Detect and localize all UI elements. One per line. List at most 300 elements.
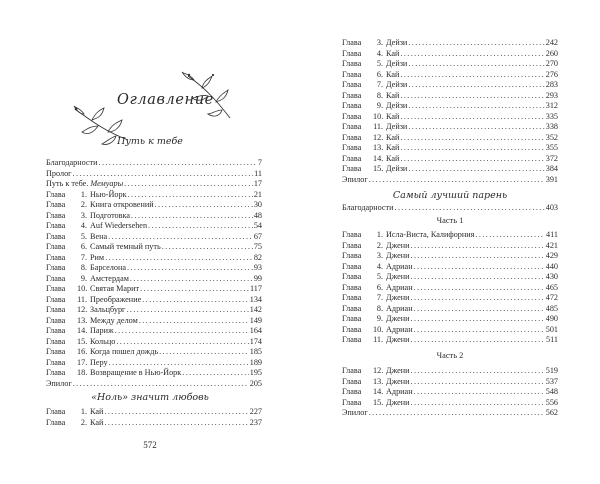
toc-entry <box>46 158 262 169</box>
entry-page-number: 411 <box>546 230 558 239</box>
chapter-number: 3. <box>376 38 383 47</box>
entry-page-number: 21 <box>253 189 262 199</box>
entry-page-number: 440 <box>545 261 558 271</box>
toc-entry-label <box>342 38 407 49</box>
entry-page-number: 519 <box>545 366 558 375</box>
entry-page-number: 372 <box>545 153 558 163</box>
dot-leader <box>159 347 249 358</box>
toc-entry-label <box>46 368 181 379</box>
dot-leader <box>411 272 545 283</box>
entry-title: Благодарности <box>46 158 98 167</box>
entry-title: Барселона <box>90 263 126 272</box>
dot-leader <box>126 305 248 316</box>
chapter-number: 6. <box>80 242 87 251</box>
dot-leader <box>400 154 544 165</box>
chapter-word: Глава <box>46 252 66 262</box>
entry-page-number: 30 <box>253 200 262 209</box>
toc-entry-label <box>46 190 127 201</box>
dot-leader <box>400 49 544 60</box>
toc-entry-label <box>342 49 399 60</box>
chapter-number: 7. <box>376 293 383 302</box>
chapter-word: Глава <box>342 335 362 344</box>
toc-entry <box>46 242 262 253</box>
toc-entry <box>46 200 262 211</box>
toc-entry-label <box>342 203 394 214</box>
toc-entry-label <box>342 230 474 241</box>
toc-entry-label <box>46 295 141 306</box>
chapter-number: 18. <box>77 368 88 377</box>
entry-title: Когда пошел дождь <box>90 347 159 356</box>
toc-entry-label <box>46 337 115 348</box>
toc-entry <box>342 262 558 273</box>
entry-page-number: 164 <box>249 326 262 335</box>
toc-entry <box>46 326 262 337</box>
chapter-number: 5. <box>376 272 383 281</box>
entry-title: Адриан <box>386 303 413 313</box>
entry-page-number: 54 <box>253 221 262 230</box>
entry-page-number: 189 <box>249 357 262 367</box>
dot-leader <box>408 59 544 70</box>
entry-page-number: 548 <box>545 387 558 396</box>
toc-entry-label <box>46 326 114 337</box>
chapter-word: Глава <box>46 368 66 377</box>
entry-title: Дейзи <box>386 59 408 68</box>
entry-title: Зальцбург <box>90 305 126 314</box>
toc-entry <box>342 335 558 346</box>
entry-page-number: 237 <box>249 417 262 427</box>
toc-entry-label <box>46 305 125 316</box>
toc-entry-label <box>342 366 410 377</box>
entry-page-number: 556 <box>545 397 558 407</box>
entry-title: Париж <box>90 326 114 335</box>
dot-leader <box>408 101 544 112</box>
dot-leader <box>130 274 253 285</box>
entry-page-number: 485 <box>545 303 558 313</box>
entry-page-number: 270 <box>545 59 558 68</box>
chapter-number: 17. <box>77 357 88 367</box>
entry-title: Дейзи <box>386 122 408 131</box>
entry-title: Кай <box>386 111 400 121</box>
toc-entry <box>46 211 262 222</box>
entry-page-number: 149 <box>249 315 262 325</box>
dot-leader <box>128 190 253 201</box>
chapter-word: Глава <box>46 242 66 251</box>
chapter-number: 7. <box>376 80 383 89</box>
dot-leader <box>411 314 545 325</box>
toc-entry <box>342 283 558 294</box>
toc-entry-label <box>342 91 399 102</box>
toc-entry-label <box>342 112 399 123</box>
entry-title: Кай <box>386 143 400 152</box>
dot-leader <box>411 377 545 388</box>
toc-list <box>46 407 262 428</box>
toc-entry <box>342 133 558 144</box>
entry-page-number: 537 <box>545 376 558 386</box>
chapter-word: Глава <box>46 294 66 304</box>
chapter-word: Глава <box>342 230 362 239</box>
chapter-word: Глава <box>342 153 362 163</box>
entry-page-number: 260 <box>545 48 558 58</box>
chapter-number: 10. <box>77 284 88 293</box>
dot-leader <box>408 38 544 49</box>
chapter-number: 9. <box>80 273 87 283</box>
chapter-word: Глава <box>342 272 362 281</box>
chapter-word: Глава <box>342 48 362 58</box>
entry-page-number: 11 <box>254 168 262 178</box>
chapter-number: 1. <box>80 407 87 416</box>
chapter-word: Глава <box>342 251 362 260</box>
dot-leader <box>116 337 248 348</box>
toc-entry <box>342 70 558 81</box>
toc-entry <box>342 366 558 377</box>
chapter-number: 4. <box>80 221 87 230</box>
toc-entry-label <box>46 379 72 390</box>
chapter-word: Глава <box>46 326 66 335</box>
dot-leader <box>411 366 545 377</box>
entry-title: Кай <box>386 132 400 142</box>
chapter-word: Глава <box>46 305 66 314</box>
entry-title: Кай <box>386 153 400 163</box>
entry-title: Амстердам <box>90 273 129 283</box>
chapter-number: 15. <box>373 164 384 173</box>
entry-title: Эпилог <box>342 174 368 184</box>
entry-page-number: 335 <box>545 111 558 121</box>
chapter-number: 5. <box>80 231 87 241</box>
entry-page-number: 472 <box>545 293 558 302</box>
toc-entry-label <box>46 242 161 253</box>
section-title: «Ноль» значит любовь <box>91 392 209 403</box>
chapter-word: Глава <box>46 200 66 209</box>
chapter-number: 11. <box>373 335 383 344</box>
chapter-word: Глава <box>342 80 362 89</box>
toc-entry-label <box>342 241 410 252</box>
toc-entry <box>342 408 558 419</box>
chapter-number: 2. <box>80 417 87 427</box>
toc-entry <box>342 91 558 102</box>
dot-leader <box>411 241 545 252</box>
entry-page-number: 293 <box>545 90 558 100</box>
chapter-word: Глава <box>46 210 66 220</box>
toc-entry <box>342 59 558 70</box>
toc-entry <box>46 232 262 243</box>
entry-page-number: 117 <box>250 284 262 293</box>
chapter-number: 12. <box>77 305 88 314</box>
toc-entry <box>342 314 558 325</box>
entry-title: Дейзи <box>386 38 408 47</box>
chapter-number: 10. <box>373 111 384 121</box>
dot-leader <box>400 133 544 144</box>
entry-page-number: 75 <box>253 242 262 251</box>
toc-list <box>342 38 558 185</box>
toc-entry <box>46 169 262 180</box>
chapter-number: 15. <box>77 336 88 346</box>
toc-entry <box>342 241 558 252</box>
entry-page-number: 227 <box>249 407 262 416</box>
chapter-word: Глава <box>46 336 66 346</box>
toc-entry-label <box>342 59 407 70</box>
dot-leader <box>408 80 544 91</box>
chapter-number: 3. <box>376 251 383 260</box>
dot-leader <box>104 407 248 418</box>
toc-entry-label <box>342 122 407 133</box>
dot-leader <box>140 284 249 295</box>
entry-title: Кольцо <box>90 336 116 346</box>
entry-title: Джени <box>386 251 410 260</box>
entry-title: Благодарности <box>342 203 394 212</box>
toc-entry <box>46 274 262 285</box>
dot-leader <box>414 283 545 294</box>
chapter-number: 13. <box>373 143 384 152</box>
dot-leader <box>414 387 545 398</box>
dot-leader <box>400 70 544 81</box>
toc-entry-label <box>46 358 108 369</box>
entry-title: Джени <box>386 376 410 386</box>
entry-page-number: 276 <box>545 69 558 79</box>
toc-entry <box>46 316 262 327</box>
chapter-word: Глава <box>46 407 66 416</box>
part-title: Часть 1 <box>436 216 464 225</box>
chapter-word: Глава <box>342 101 362 110</box>
toc-entry <box>342 80 558 91</box>
entry-title: Эпилог <box>46 378 72 388</box>
entry-page-number: 283 <box>545 80 558 89</box>
dot-leader <box>411 398 545 409</box>
dot-leader <box>115 326 249 337</box>
toc-entry <box>46 418 262 429</box>
toc-entry-label <box>342 325 413 336</box>
dot-leader <box>127 263 253 274</box>
toc-entry-label <box>342 304 413 315</box>
chapter-word: Глава <box>342 397 362 407</box>
entry-title: Перу <box>90 357 108 367</box>
toc-entry <box>342 293 558 304</box>
chapter-word: Глава <box>342 324 362 334</box>
entry-page-number: 205 <box>249 378 262 388</box>
dot-leader <box>148 221 253 232</box>
chapter-number: 1. <box>80 189 87 199</box>
chapter-number: 13. <box>373 376 384 386</box>
chapter-word: Глава <box>46 263 66 272</box>
chapter-word: Глава <box>46 284 66 293</box>
toc-entry-label <box>46 232 107 243</box>
entry-title: Кай <box>386 48 400 58</box>
entry-title-italic: Мемуары <box>90 179 124 188</box>
chapter-number: 4. <box>376 261 383 271</box>
chapter-number: 8. <box>376 90 383 100</box>
entry-title: Адриан <box>386 324 413 334</box>
toc-entry <box>342 38 558 49</box>
dot-leader <box>182 368 248 379</box>
toc-entry <box>46 358 262 369</box>
toc-entry-label <box>342 101 407 112</box>
toc-entry-label <box>46 407 103 418</box>
entry-title: Кай <box>386 90 400 100</box>
entry-page-number: 242 <box>545 38 558 47</box>
entry-page-number: 48 <box>253 210 262 220</box>
toc-entry <box>46 221 262 232</box>
entry-page-number: 99 <box>253 273 262 283</box>
chapter-word: Глава <box>46 221 66 230</box>
toc-list <box>46 158 262 389</box>
chapter-word: Глава <box>342 366 362 375</box>
chapter-number: 2. <box>80 200 87 209</box>
toc-entry <box>46 284 262 295</box>
entry-title: Подготовка <box>90 210 130 220</box>
entry-title: Auf Wiedersehen <box>90 221 148 230</box>
entry-page-number: 7 <box>257 158 262 167</box>
chapter-word: Глава <box>342 293 362 302</box>
entry-title: Джени <box>386 240 410 250</box>
toc-entry <box>342 122 558 133</box>
dot-leader <box>73 379 249 390</box>
dot-leader <box>411 293 545 304</box>
chapter-word: Глава <box>342 132 362 142</box>
entry-page-number: 185 <box>249 347 262 356</box>
toc-entry-label <box>46 316 138 327</box>
toc-entry <box>46 253 262 264</box>
dot-leader <box>369 175 545 186</box>
chapter-word: Глава <box>342 164 362 173</box>
toc-entry-label <box>342 80 407 91</box>
toc-entry-label <box>342 283 413 294</box>
entry-page-number: 430 <box>545 272 558 281</box>
entry-title: Исла-Виста, Калифорния <box>386 230 475 239</box>
entry-title: Джени <box>386 397 410 407</box>
toc-entry-label <box>342 175 368 186</box>
entry-title: Между делом <box>90 315 138 325</box>
toc-list <box>342 203 558 214</box>
toc-entry <box>342 49 558 60</box>
chapter-number: 1. <box>376 230 383 239</box>
chapter-number: 9. <box>376 101 383 110</box>
entry-title: Нью-Йорк <box>90 189 127 199</box>
entry-title: Вена <box>90 231 108 241</box>
toc-entry <box>342 175 558 186</box>
chapter-number: 12. <box>373 366 384 375</box>
toc-list <box>342 230 558 346</box>
dot-leader <box>155 200 253 211</box>
toc-entry <box>46 179 262 190</box>
dot-leader <box>105 253 253 264</box>
toc-entry <box>342 143 558 154</box>
toc-entry <box>342 325 558 336</box>
chapter-number: 14. <box>77 326 88 335</box>
entry-page-number: 67 <box>253 231 262 241</box>
entry-title: Джени <box>386 314 410 323</box>
toc-list <box>342 366 558 419</box>
chapter-number: 15. <box>373 397 384 407</box>
page-number: 572 <box>143 440 157 450</box>
toc-entry <box>46 295 262 306</box>
toc-entry <box>46 347 262 358</box>
toc-entry-label <box>46 179 123 190</box>
entry-title: Книга откровений <box>90 200 154 209</box>
entry-title: Кай <box>90 417 104 427</box>
chapter-number: 7. <box>80 252 87 262</box>
toc-entry <box>342 398 558 409</box>
dot-leader <box>142 295 249 306</box>
chapter-word: Глава <box>342 38 362 47</box>
toc-entry <box>342 304 558 315</box>
toc-entry-label <box>46 221 147 232</box>
dot-leader <box>395 203 545 214</box>
dot-leader <box>369 408 545 419</box>
contents-title: Оглавление <box>117 92 214 108</box>
chapter-number: 6. <box>376 282 383 292</box>
toc-entry-label <box>46 253 104 264</box>
dot-leader <box>414 262 545 273</box>
toc-entry <box>342 112 558 123</box>
dot-leader <box>124 179 253 190</box>
entry-page-number: 174 <box>249 336 262 346</box>
toc-entry-label <box>342 314 410 325</box>
chapter-word: Глава <box>342 303 362 313</box>
entry-title: Преображение <box>90 294 142 304</box>
section-title: Самый лучший парень <box>392 190 508 201</box>
chapter-number: 3. <box>80 210 87 220</box>
toc-entry-label <box>342 272 410 283</box>
toc-entry-label <box>342 387 413 398</box>
entry-page-number: 511 <box>546 335 558 344</box>
entry-page-number: 384 <box>545 164 558 173</box>
entry-title: Дейзи <box>386 101 408 110</box>
chapter-number: 9. <box>376 314 383 323</box>
toc-entry-label <box>46 200 154 211</box>
dot-leader <box>162 242 253 253</box>
dot-leader <box>109 358 249 369</box>
chapter-number: 14. <box>373 153 384 163</box>
toc-entry <box>342 164 558 175</box>
toc-entry-label <box>342 408 368 419</box>
toc-entry-label <box>342 335 410 346</box>
toc-entry-label <box>46 284 139 295</box>
chapter-word: Глава <box>342 387 362 396</box>
chapter-word: Глава <box>342 143 362 152</box>
toc-entry-label <box>342 398 410 409</box>
entry-page-number: 403 <box>545 203 558 212</box>
dot-leader <box>408 122 544 133</box>
chapter-number: 4. <box>376 48 383 58</box>
dot-leader <box>99 158 257 169</box>
entry-title: Адриан <box>386 261 413 271</box>
chapter-word: Глава <box>342 69 362 79</box>
toc-entry <box>342 154 558 165</box>
toc-entry-label <box>342 70 399 81</box>
entry-title: Дейзи <box>386 164 408 173</box>
entry-title: Джени <box>386 272 410 281</box>
chapter-word: Глава <box>342 122 362 131</box>
entry-page-number: 490 <box>545 314 558 323</box>
chapter-word: Глава <box>342 376 362 386</box>
toc-entry-label <box>46 263 126 274</box>
entry-title: Возвращение в Нью-Йорк <box>90 368 182 377</box>
toc-entry <box>46 263 262 274</box>
toc-entry-label <box>342 143 399 154</box>
toc-entry <box>342 230 558 241</box>
entry-page-number: 312 <box>545 101 558 110</box>
toc-entry <box>342 101 558 112</box>
toc-entry-label <box>46 158 98 169</box>
chapter-word: Глава <box>46 347 66 356</box>
entry-page-number: 17 <box>253 179 262 188</box>
toc-entry-label <box>342 251 410 262</box>
toc-entry-label <box>342 293 410 304</box>
toc-entry-label <box>46 211 130 222</box>
dot-leader <box>411 335 545 346</box>
dot-leader <box>411 251 545 262</box>
chapter-number: 14. <box>373 387 384 396</box>
section-title: Путь к тебе <box>117 136 183 147</box>
